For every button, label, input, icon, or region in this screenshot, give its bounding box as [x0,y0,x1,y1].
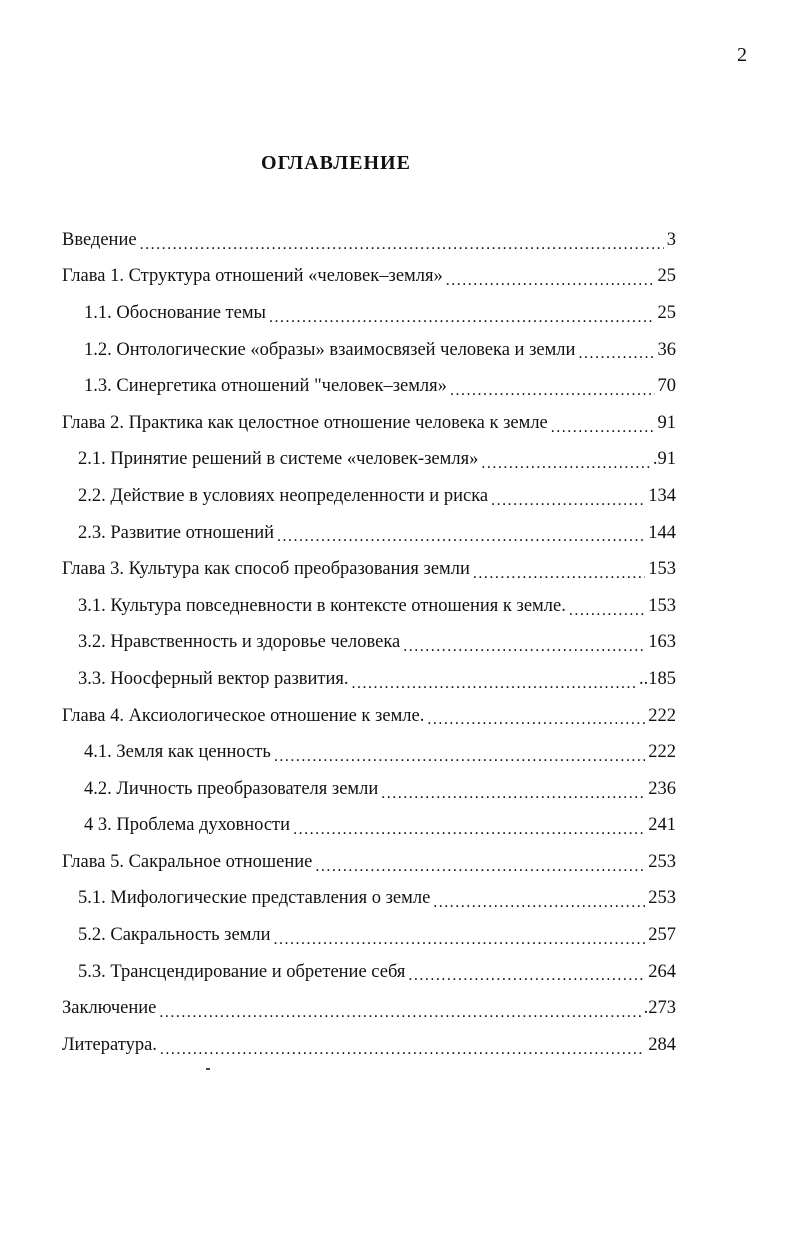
toc-entry-page: 222 [648,705,676,726]
toc-entry-section-2-3 [62,515,676,552]
toc-entry-section-2-2 [62,478,676,515]
dot-leader [315,853,645,872]
toc-entry-page: .273 [643,998,676,1019]
toc-title: ОГЛАВЛЕНИЕ [261,152,411,174]
toc-entry-page: 284 [648,1034,676,1055]
dot-leader [481,451,650,470]
dot-leader [408,963,645,982]
toc-entry-chapter-3 [62,551,676,588]
dot-leader [433,890,645,909]
toc-entry-label: Заключение [62,998,157,1019]
toc-entry-page: 3 [666,229,676,250]
dot-leader [274,926,646,945]
page-number: 2 [737,44,747,66]
toc-entry-section-4-2 [62,771,676,808]
dot-leader [293,817,645,836]
toc-entry-label: Глава 4. Аксиологическое отношение к земле. [62,705,425,726]
toc-entry-section-5-2 [62,917,676,954]
dot-leader [160,1036,645,1055]
toc-entry-page: 241 [648,815,676,836]
toc-entry-section-1-2 [62,332,676,369]
toc-entry-literature [62,1027,676,1064]
dot-leader [569,597,645,616]
dot-leader [551,414,655,433]
toc-entry-label: 3.2. Нравственность и здоровье человека [78,632,401,653]
toc-entry-label: 3.3. Ноосферный вектор развития. [78,668,349,689]
toc-entry-page: 257 [648,925,676,946]
dot-leader [140,231,664,250]
toc-entry-label: 2.1. Принятие решений в системе «человек-земля» [78,449,479,470]
toc-entry-label: Глава 5. Сакральное отношение [62,851,313,872]
dot-leader [578,341,654,360]
toc-entry-section-4-1 [62,734,676,771]
dot-leader [352,670,636,689]
toc-entry-section-2-1 [62,442,676,479]
toc-entry-page: 253 [648,888,676,909]
toc-entry-conclusion [62,990,676,1027]
toc-entry-label: 2.2. Действие в условиях неопределенности и риска [78,485,489,506]
toc-entry-chapter-1 [62,259,676,296]
dot-leader [403,634,645,653]
toc-entry-label: 4 3. Проблема духовности [84,815,291,836]
scan-speck [206,1068,210,1070]
toc-entry-page: 153 [648,559,676,580]
toc-entry-label: 5.1. Мифологические представления о земле [78,888,431,909]
table-of-contents [62,222,676,1064]
toc-entry-label: 2.3. Развитие отношений [78,522,275,543]
toc-entry-section-5-1 [62,881,676,918]
toc-entry-page: 25 [657,266,676,287]
toc-entry-page: 222 [648,742,676,763]
dot-leader [277,524,645,543]
toc-entry-section-1-1 [62,295,676,332]
toc-entry-section-5-3 [62,954,676,991]
toc-entry-label: 4.2. Личность преобразователя земли [84,778,379,799]
toc-entry-label: 4.1. Земля как ценность [84,742,271,763]
toc-entry-label: Глава 2. Практика как целостное отношение человека к земле [62,412,548,433]
toc-entry-page: 134 [648,485,676,506]
toc-entry-introduction [62,222,676,259]
toc-entry-section-3-2 [62,625,676,662]
toc-entry-chapter-2 [62,405,676,442]
toc-entry-page: 236 [648,778,676,799]
toc-entry-label: 1.3. Синергетика отношений "человек–земля» [84,376,447,397]
toc-entry-section-4-3 [62,808,676,845]
toc-entry-chapter-5 [62,844,676,881]
toc-entry-page: 36 [657,339,676,360]
toc-entry-page: 264 [648,961,676,982]
dot-leader [491,487,645,506]
toc-entry-chapter-4 [62,698,676,735]
toc-entry-page: 153 [648,595,676,616]
dot-leader [274,743,645,762]
dot-leader [427,707,645,726]
toc-entry-page: 91 [657,412,676,433]
dot-leader [159,1000,640,1019]
toc-entry-label: 1.2. Онтологические «образы» взаимосвязей человека и земли [84,339,576,360]
toc-entry-page: ..185 [639,668,676,689]
toc-entry-page: 253 [648,851,676,872]
toc-entry-label: Глава 3. Культура как способ преобразования земли [62,559,470,580]
toc-entry-section-1-3 [62,368,676,405]
toc-entry-page: 70 [657,376,676,397]
toc-entry-label: Литература. [62,1034,157,1055]
toc-entry-page: 163 [648,632,676,653]
toc-entry-label: Введение [62,229,137,250]
toc-entry-label: 3.1. Культура повседневности в контексте отношения к земле. [78,595,566,616]
toc-entry-section-3-1 [62,588,676,625]
toc-entry-label: 5.3. Трансцендирование и обретение себя [78,961,406,982]
dot-leader [450,377,655,396]
toc-entry-page: 144 [648,522,676,543]
toc-entry-page: 25 [657,302,676,323]
dot-leader [381,780,645,799]
toc-entry-label: 5.2. Сакральность земли [78,925,271,946]
toc-entry-label: 1.1. Обоснование темы [84,302,266,323]
dot-leader [269,304,655,323]
toc-entry-section-3-3 [62,661,676,698]
toc-entry-label: Глава 1. Структура отношений «человек–земля» [62,266,443,287]
dot-leader [446,268,655,287]
toc-entry-page: .91 [652,449,676,470]
dot-leader [473,560,645,579]
